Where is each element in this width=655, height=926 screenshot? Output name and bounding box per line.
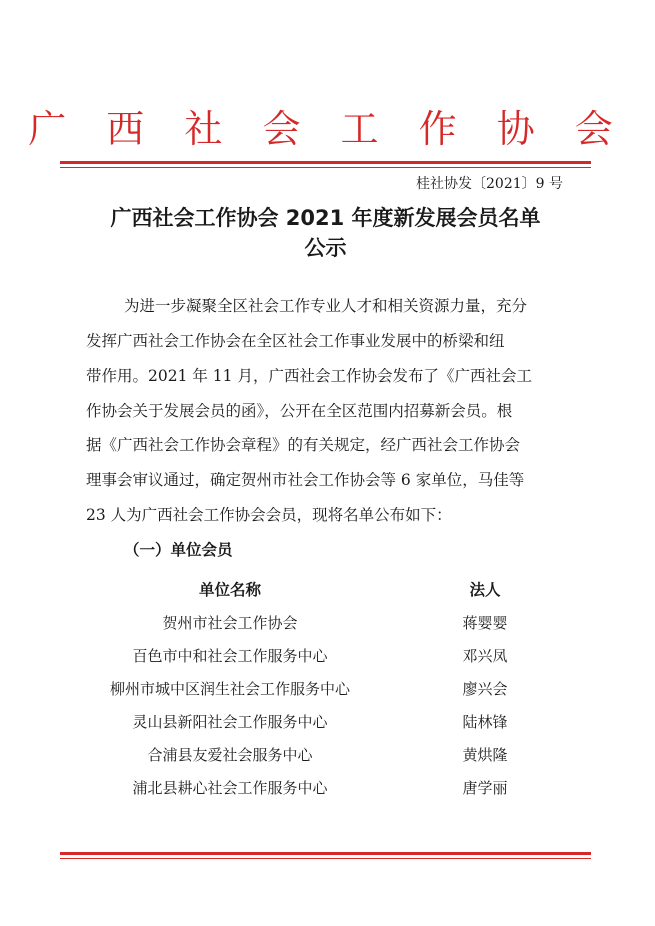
table-row [0,777,655,807]
footer-thin-rule [60,858,591,859]
body-line-1: 为进一步凝聚全区社会工作专业人才和相关资源力量，充分 [124,297,528,315]
section-heading-unit-members: （一）单位会员 [124,541,233,559]
org-name-cell: 合浦县友爱社会服务中心 [147,746,313,764]
document-title-line-2: 公示 [304,236,347,260]
letterhead-top-thick-rule [60,161,591,164]
org-name-cell: 灵山县新阳社会工作服务中心 [132,713,328,731]
legal-rep-cell: 唐学丽 [462,779,508,797]
body-line-7: 23 人为广西社会工作协会会员，现将名单公布如下： [86,506,452,524]
body-line-4: 作协会关于发展会员的函》，公开在全区范围内招募新会员。根 [86,402,513,420]
org-name-cell: 浦北县耕心社会工作服务中心 [132,779,328,797]
legal-rep-cell: 蒋婴婴 [462,614,508,632]
table-row [0,744,655,774]
org-name-cell: 柳州市城中区润生社会工作服务中心 [109,680,350,698]
table-header-legal-rep: 法人 [469,581,501,599]
legal-rep-cell: 邓兴凤 [462,647,508,665]
org-name-cell: 百色市中和社会工作服务中心 [132,647,328,665]
body-line-2: 发挥广西社会工作协会在全区社会工作事业发展中的桥梁和纽 [86,332,505,350]
legal-rep-cell: 陆林锋 [462,713,508,731]
table-row [0,645,655,675]
table-header-org-name: 单位名称 [198,581,261,599]
letterhead-org-name: 广 西 社 会 工 作 协 会 [28,107,627,151]
document-title-line-1: 广西社会工作协会 2021 年度新发展会员名单 [110,206,541,230]
body-line-5: 据《广西社会工作协会章程》的有关规定，经广西社会工作协会 [86,436,521,454]
table-row [0,711,655,741]
body-line-3: 带作用。2021 年 11 月，广西社会工作协会发布了《广西社会工 [86,367,532,385]
letterhead-top-thin-rule [60,167,591,168]
table-row [0,612,655,642]
table-row [0,678,655,708]
org-name-cell: 贺州市社会工作协会 [162,614,298,632]
document-number: 桂社协发〔2021〕9 号 [416,176,563,192]
body-line-6: 理事会审议通过，确定贺州市社会工作协会等 6 家单位，马佳等 [86,471,525,489]
legal-rep-cell: 黄烘隆 [462,746,508,764]
footer-thick-rule [60,852,591,855]
legal-rep-cell: 廖兴会 [462,680,508,698]
